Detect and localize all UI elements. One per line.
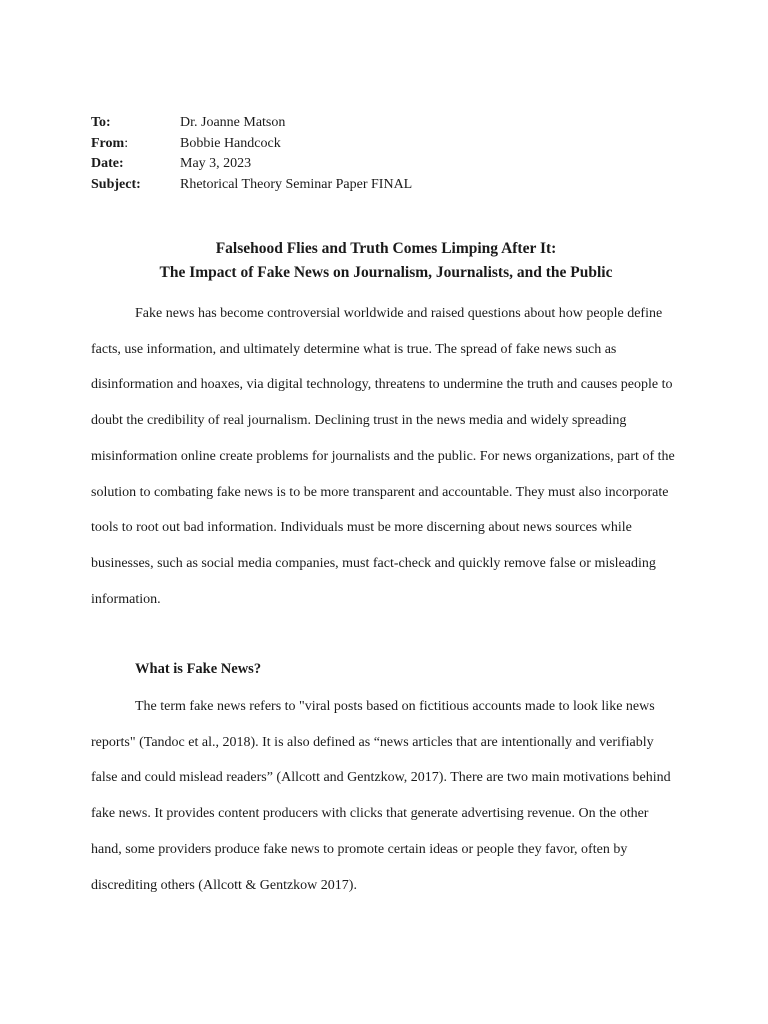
paper-title-line-1: Falsehood Flies and Truth Comes Limping After It: bbox=[215, 240, 557, 257]
memo-date-row bbox=[91, 154, 681, 175]
memo-from-value: Bobbie Handcock bbox=[180, 135, 281, 151]
paper-title-line-2: The Impact of Fake News on Journalism, Journalists, and the Public bbox=[159, 264, 613, 281]
memo-date-value: May 3, 2023 bbox=[180, 156, 252, 172]
memo-to-value: Dr. Joanne Matson bbox=[180, 115, 286, 130]
memo-subject-row bbox=[91, 175, 681, 196]
memo-from-label: From bbox=[91, 135, 125, 151]
memo-to-label: To: bbox=[91, 115, 111, 130]
section-paragraph: The term fake news refers to "viral posts based on fictitious accounts made to look like news reports" (Tandoc et al., 2018). It is also defined as “news articles that are intentionally and verifiably false and could mislead readers” (Allcott and Gentzkow, 2017). There are two main motivations behind fake news. It provides content producers with clicks that generate advertising revenue. On the other hand, some providers produce fake news to promote certain ideas or people they favor, often by discrediting others (Allcott & Gentzkow 2017). bbox=[91, 699, 671, 893]
memo-header bbox=[91, 113, 681, 196]
paper-title bbox=[91, 237, 681, 285]
section-heading: What is Fake News? bbox=[135, 661, 262, 677]
memo-subject-value: Rhetorical Theory Seminar Paper FINAL bbox=[180, 177, 413, 193]
memo-from-row bbox=[91, 134, 681, 155]
memo-from-colon: : bbox=[124, 135, 129, 151]
memo-date-label: Date: bbox=[91, 156, 124, 172]
intro-paragraph: Fake news has become controversial worldwide and raised questions about how people define facts, use information, and ultimately determine what is true. The spread of fake news such as disinformation and hoaxes, via digital technology, threatens to undermine the truth and causes people to doubt the credibility of real journalism. Declining trust in the news media and widely spreading misinformation online create problems for journalists and the public. For news organizations, part of the solution to combating fake news is to be more transparent and accountable. They must also incorporate tools to root out bad information. Individuals must be more discerning about news sources while businesses, such as social media companies, must fact-check and quickly remove false or misleading information. bbox=[91, 306, 675, 607]
memo-to-row bbox=[91, 113, 681, 134]
memo-from-label-wrap bbox=[91, 134, 180, 155]
memo-subject-label: Subject: bbox=[91, 177, 141, 193]
